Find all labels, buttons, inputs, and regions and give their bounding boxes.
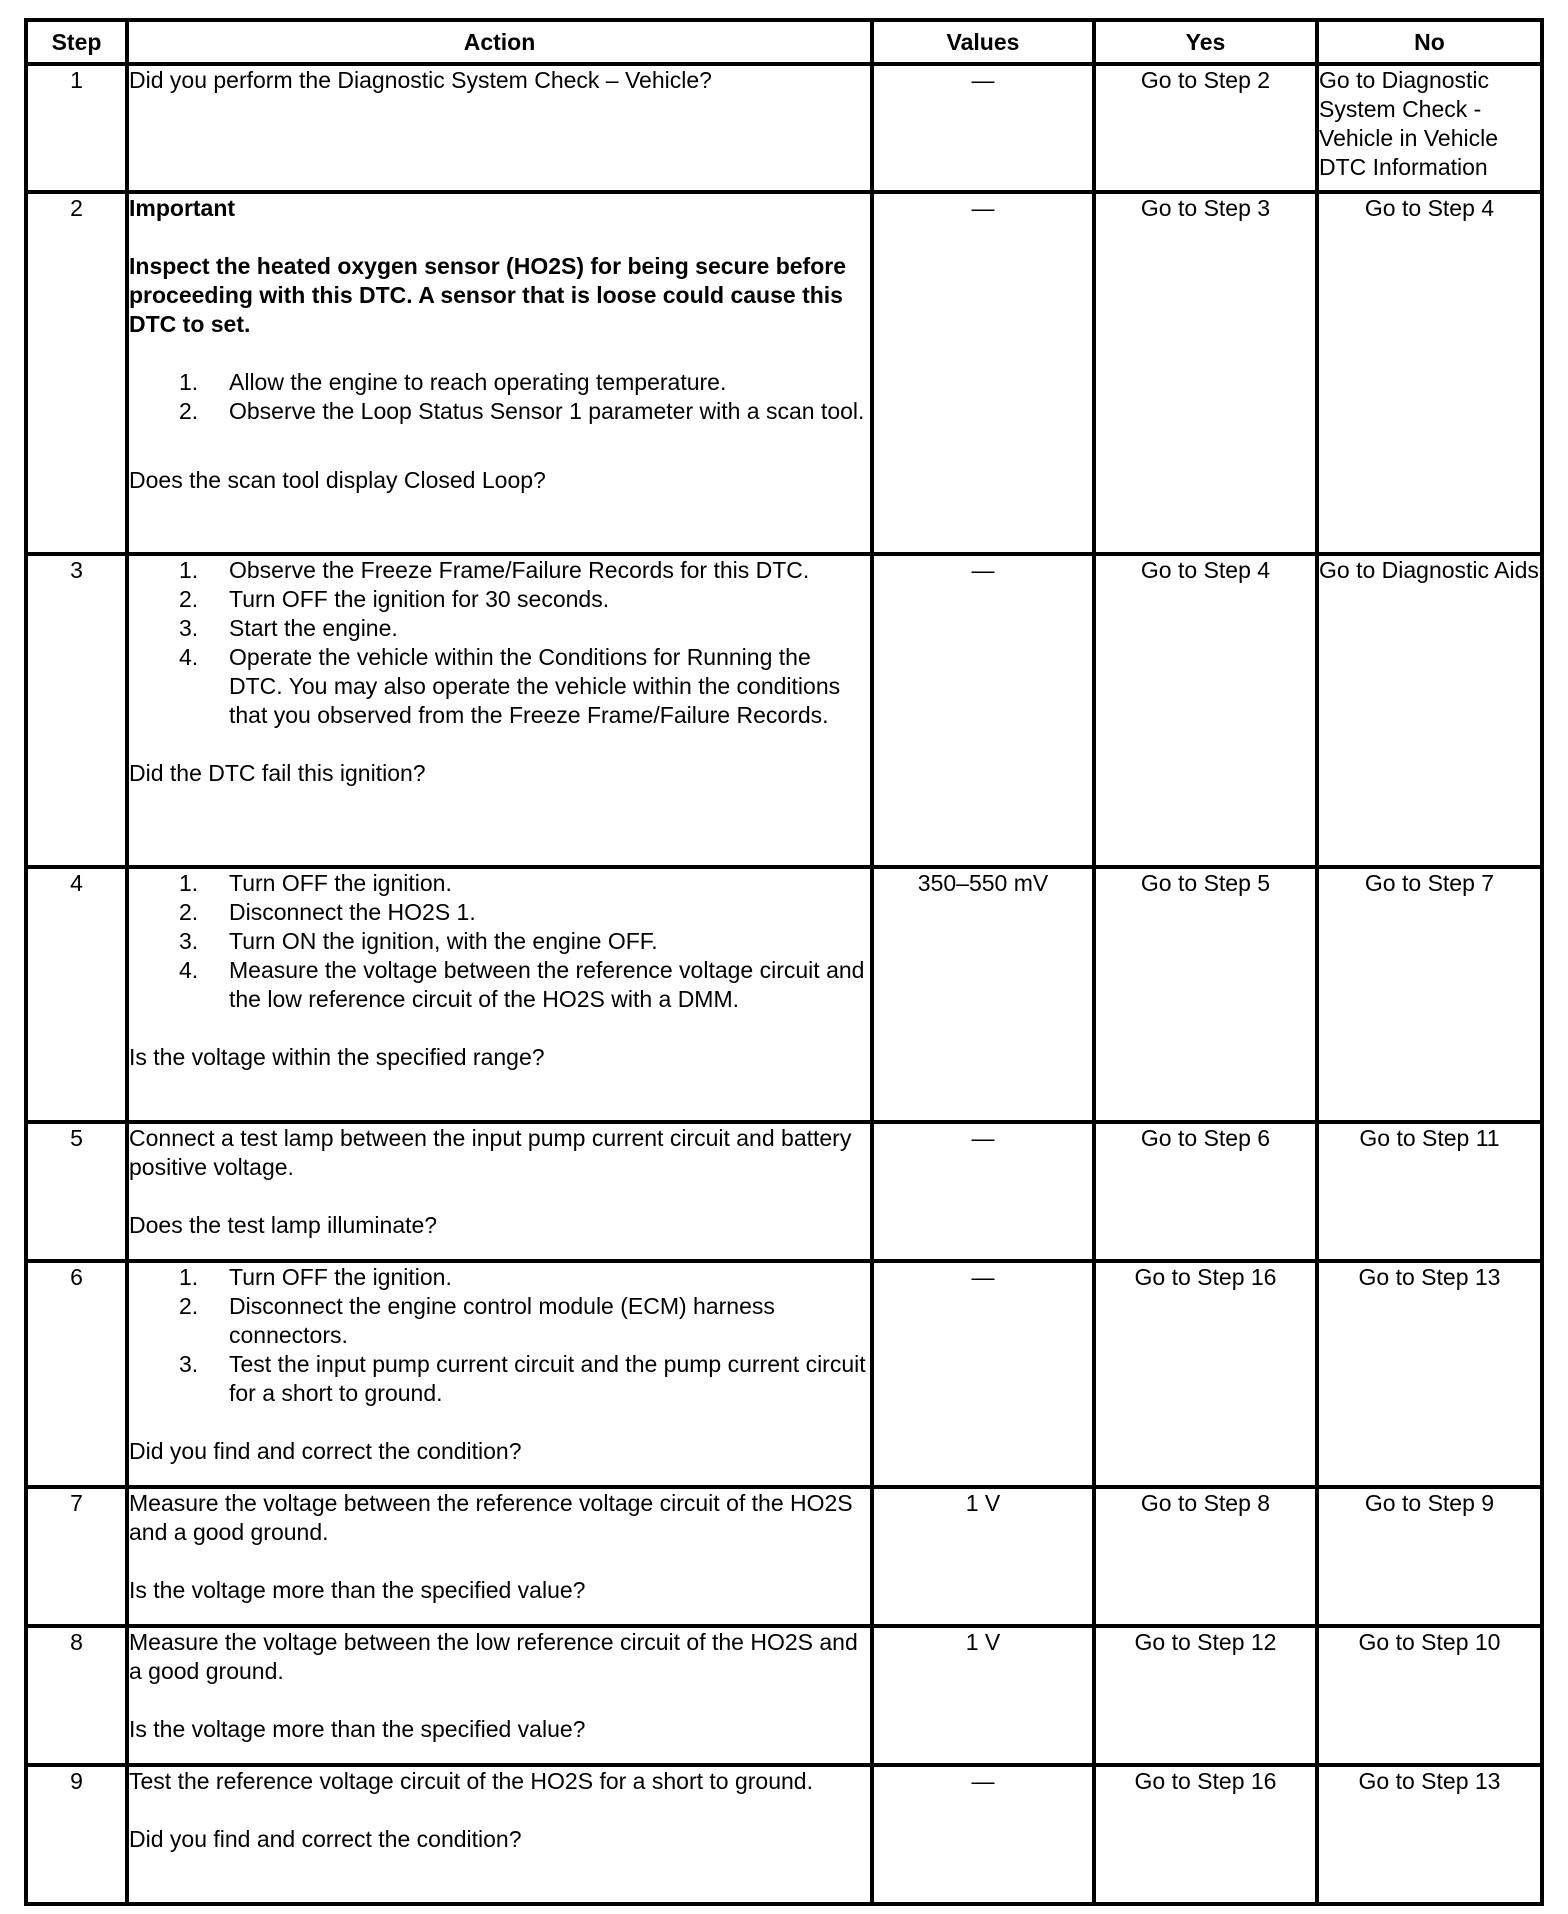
step-number: 4 [26,867,127,1122]
question-text: Is the voltage more than the specified value? [129,1716,586,1742]
step-number: 7 [26,1487,127,1626]
header-step: Step [26,20,127,64]
action-cell [127,64,872,192]
list-item: 2. Observe the Loop Status Sensor 1 parameter with a scan tool. [179,398,865,424]
action-text: Measure the voltage between the reference voltage circuit of the HO2S and a good ground. [129,1490,853,1545]
header-row [26,20,1542,64]
no-cell: Go to Step 9 [1317,1487,1542,1626]
no-cell: Go to Step 7 [1317,867,1542,1122]
no-cell: Go to Step 11 [1317,1122,1542,1261]
header-no: No [1317,20,1542,64]
value-cell: 350–550 mV [872,867,1094,1122]
yes-cell: Go to Step 8 [1094,1487,1317,1626]
step-number: 3 [26,554,127,867]
table-row [26,64,1542,192]
list-item: 2. Turn OFF the ignition for 30 seconds. [179,586,610,612]
action-list [129,1263,870,1408]
step-number: 6 [26,1261,127,1487]
table-row [26,1122,1542,1261]
action-cell [127,1122,872,1261]
question-text: Did you find and correct the condition? [129,1826,522,1852]
action-text: Measure the voltage between the low reference circuit of the HO2S and a good ground. [129,1629,858,1684]
action-list [129,556,870,730]
list-item: 4. Measure the voltage between the reference voltage circuit and the low reference circuit of the HO2S with a DMM. [179,957,865,1012]
value-cell: — [872,64,1094,192]
no-cell: Go to Step 13 [1317,1765,1542,1904]
important-label: Important [129,195,236,221]
action-cell [127,1487,872,1626]
action-cell [127,554,872,867]
action-text: Connect a test lamp between the input pump current circuit and battery positive voltage. [129,1125,852,1180]
list-item: 1. Turn OFF the ignition. [179,1264,452,1290]
header-yes: Yes [1094,20,1317,64]
value-cell: — [872,1765,1094,1904]
value-cell: — [872,192,1094,554]
yes-cell: Go to Step 12 [1094,1626,1317,1765]
list-item: 2. Disconnect the engine control module (ECM) harness connectors. [179,1293,775,1348]
no-cell: Go to Step 10 [1317,1626,1542,1765]
action-list [129,869,870,1014]
yes-cell: Go to Step 5 [1094,867,1317,1122]
no-cell: Go to Step 4 [1317,192,1542,554]
question-text: Is the voltage within the specified range? [129,1044,545,1070]
value-cell: 1 V [872,1487,1094,1626]
no-cell: Go to Diagnostic Aids [1317,554,1542,867]
step-number: 2 [26,192,127,554]
list-item: 1. Allow the engine to reach operating temperature. [179,369,727,395]
action-cell [127,867,872,1122]
list-item: 3. Turn ON the ignition, with the engine OFF. [179,928,658,954]
question-text: Did you find and correct the condition? [129,1438,522,1464]
table-row [26,192,1542,554]
yes-cell: Go to Step 3 [1094,192,1317,554]
value-cell: 1 V [872,1626,1094,1765]
value-cell: — [872,554,1094,867]
table-row [26,1626,1542,1765]
yes-cell: Go to Step 2 [1094,64,1317,192]
table-row [26,1765,1542,1904]
table-row [26,554,1542,867]
list-item: 3. Test the input pump current circuit and the pump current circuit for a short to ground. [179,1351,866,1406]
list-item: 3. Start the engine. [179,615,398,641]
question-text: Does the scan tool display Closed Loop? [129,467,546,493]
table-row [26,1261,1542,1487]
yes-cell: Go to Step 4 [1094,554,1317,867]
action-text: Did you perform the Diagnostic System Check – Vehicle? [129,67,712,93]
yes-cell: Go to Step 16 [1094,1765,1317,1904]
question-text: Does the test lamp illuminate? [129,1212,438,1238]
table-row [26,1487,1542,1626]
value-cell: — [872,1261,1094,1487]
no-cell: Go to Diagnostic System Check - Vehicle in Vehicle DTC Information [1317,64,1542,192]
action-cell [127,1765,872,1904]
question-text: Is the voltage more than the specified value? [129,1577,586,1603]
important-text: Inspect the heated oxygen sensor (HO2S) for being secure before proceeding with this DTC. A sensor that is loose could cause this DTC to set. [129,253,847,337]
value-cell: — [872,1122,1094,1261]
question-text: Did the DTC fail this ignition? [129,760,426,786]
list-item: 1. Turn OFF the ignition. [179,870,452,896]
step-number: 8 [26,1626,127,1765]
yes-cell: Go to Step 6 [1094,1122,1317,1261]
action-list [129,368,870,426]
header-values: Values [872,20,1094,64]
list-item: 1. Observe the Freeze Frame/Failure Records for this DTC. [179,557,810,583]
step-number: 9 [26,1765,127,1904]
step-number: 5 [26,1122,127,1261]
no-cell: Go to Step 13 [1317,1261,1542,1487]
action-cell [127,192,872,554]
diagnostic-table [24,18,1544,1906]
action-cell [127,1626,872,1765]
yes-cell: Go to Step 16 [1094,1261,1317,1487]
step-number: 1 [26,64,127,192]
action-cell [127,1261,872,1487]
table-row [26,867,1542,1122]
list-item: 4. Operate the vehicle within the Conditions for Running the DTC. You may also operate the vehicle within the conditions that you observed from the Freeze Frame/Failure Records. [179,644,841,728]
list-item: 2. Disconnect the HO2S 1. [179,899,476,925]
action-text: Test the reference voltage circuit of the HO2S for a short to ground. [129,1768,813,1794]
header-action: Action [127,20,872,64]
